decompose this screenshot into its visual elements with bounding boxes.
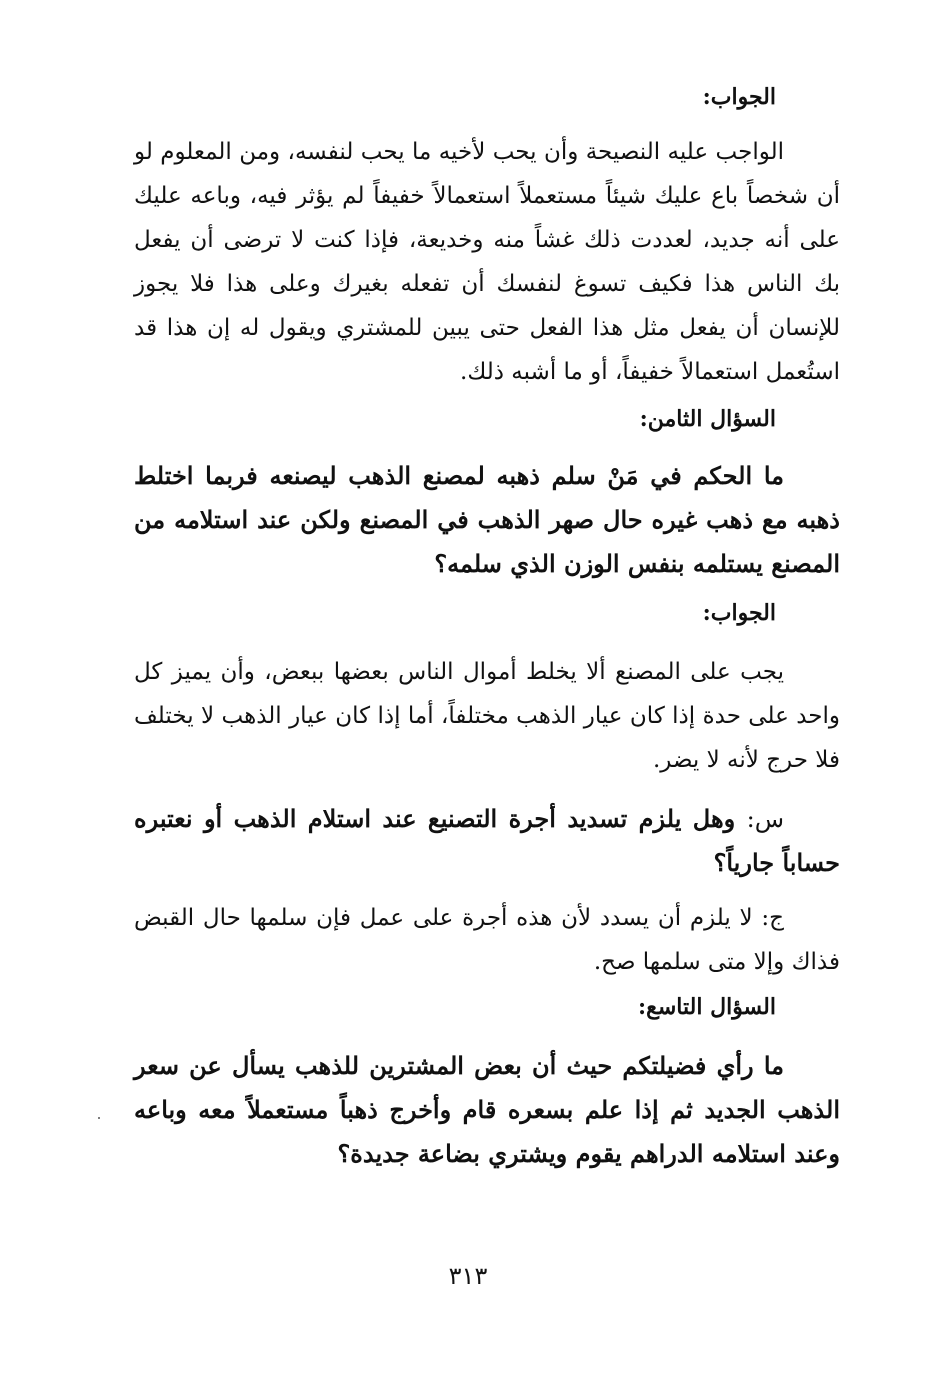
followup-question-text: وهل يلزم تسديد أجرة التصنيع عند استلام الذهب أو نعتبره حساباً جارياً؟ bbox=[134, 804, 840, 877]
followup-answer-prefix: ج: bbox=[761, 905, 785, 931]
answer-heading-2: الجواب: bbox=[702, 600, 776, 626]
scan-speck bbox=[98, 1117, 100, 1119]
answer-heading-1: الجواب: bbox=[702, 84, 776, 110]
question-paragraph-8: ما الحكم في مَنْ سلم ذهبه لمصنع الذهب ليصنعه فربما اختلط ذهبه مع ذهب غيره حال صهر الذهب في المصنع ولكن عند استلامه من المصنع يستلمه بنفس الوزن الذي سلمه؟ bbox=[134, 461, 840, 578]
question-heading-8: السؤال الثامن: bbox=[639, 406, 776, 432]
answer-paragraph-2: يجب على المصنع ألا يخلط أموال الناس بعضها ببعض، وأن يميز كل واحد على حدة إذا كان عيار الذهب مختلفاً، أما إذا كان عيار الذهب لا يختلف فلا حرج لأنه لا يضر. bbox=[134, 659, 840, 773]
followup-answer bbox=[134, 896, 840, 984]
answer-paragraph-1: الواجب عليه النصيحة وأن يحب لأخيه ما يحب لنفسه، ومن المعلوم لو أن شخصاً باع عليك شيئاً مستعملاً استعمالاً خفيفاً لم يؤثر فيه، وباعه عليك على أنه جديد، لعددت ذلك غشاً منه وخديعة، فإذا كنت لا ترضى أن يفعل بك الناس هذا فكيف تسوغ لنفسك أن تفعله بغيرك وعلى هذا فلا يجوز للإنسان أن يفعل مثل هذا الفعل حتى يبين للمشتري ويقول له إن هذا قد استُعمل استعمالاً خفيفاً، أو ما أشبه ذلك. bbox=[134, 139, 840, 385]
followup-question-prefix: س: bbox=[746, 805, 784, 833]
question-paragraph-9: ما رأي فضيلتكم حيث أن بعض المشترين للذهب يسأل عن سعر الذهب الجديد ثم إذا علم بسعره قام وأخرج ذهباً مستعملاً معه وباعه وعند استلامه الدراهم يقوم ويشتري بضاعة جديدة؟ bbox=[134, 1051, 840, 1168]
followup-answer-text: لا يلزم أن يسدد لأن هذه أجرة على عمل فإن سلمها حال القبض فذاك وإلا متى سلمها صح. bbox=[134, 905, 840, 975]
question-heading-9: السؤال التاسع: bbox=[638, 994, 776, 1020]
followup-question bbox=[134, 797, 840, 885]
page-number: ٣١٣ bbox=[448, 1262, 488, 1290]
